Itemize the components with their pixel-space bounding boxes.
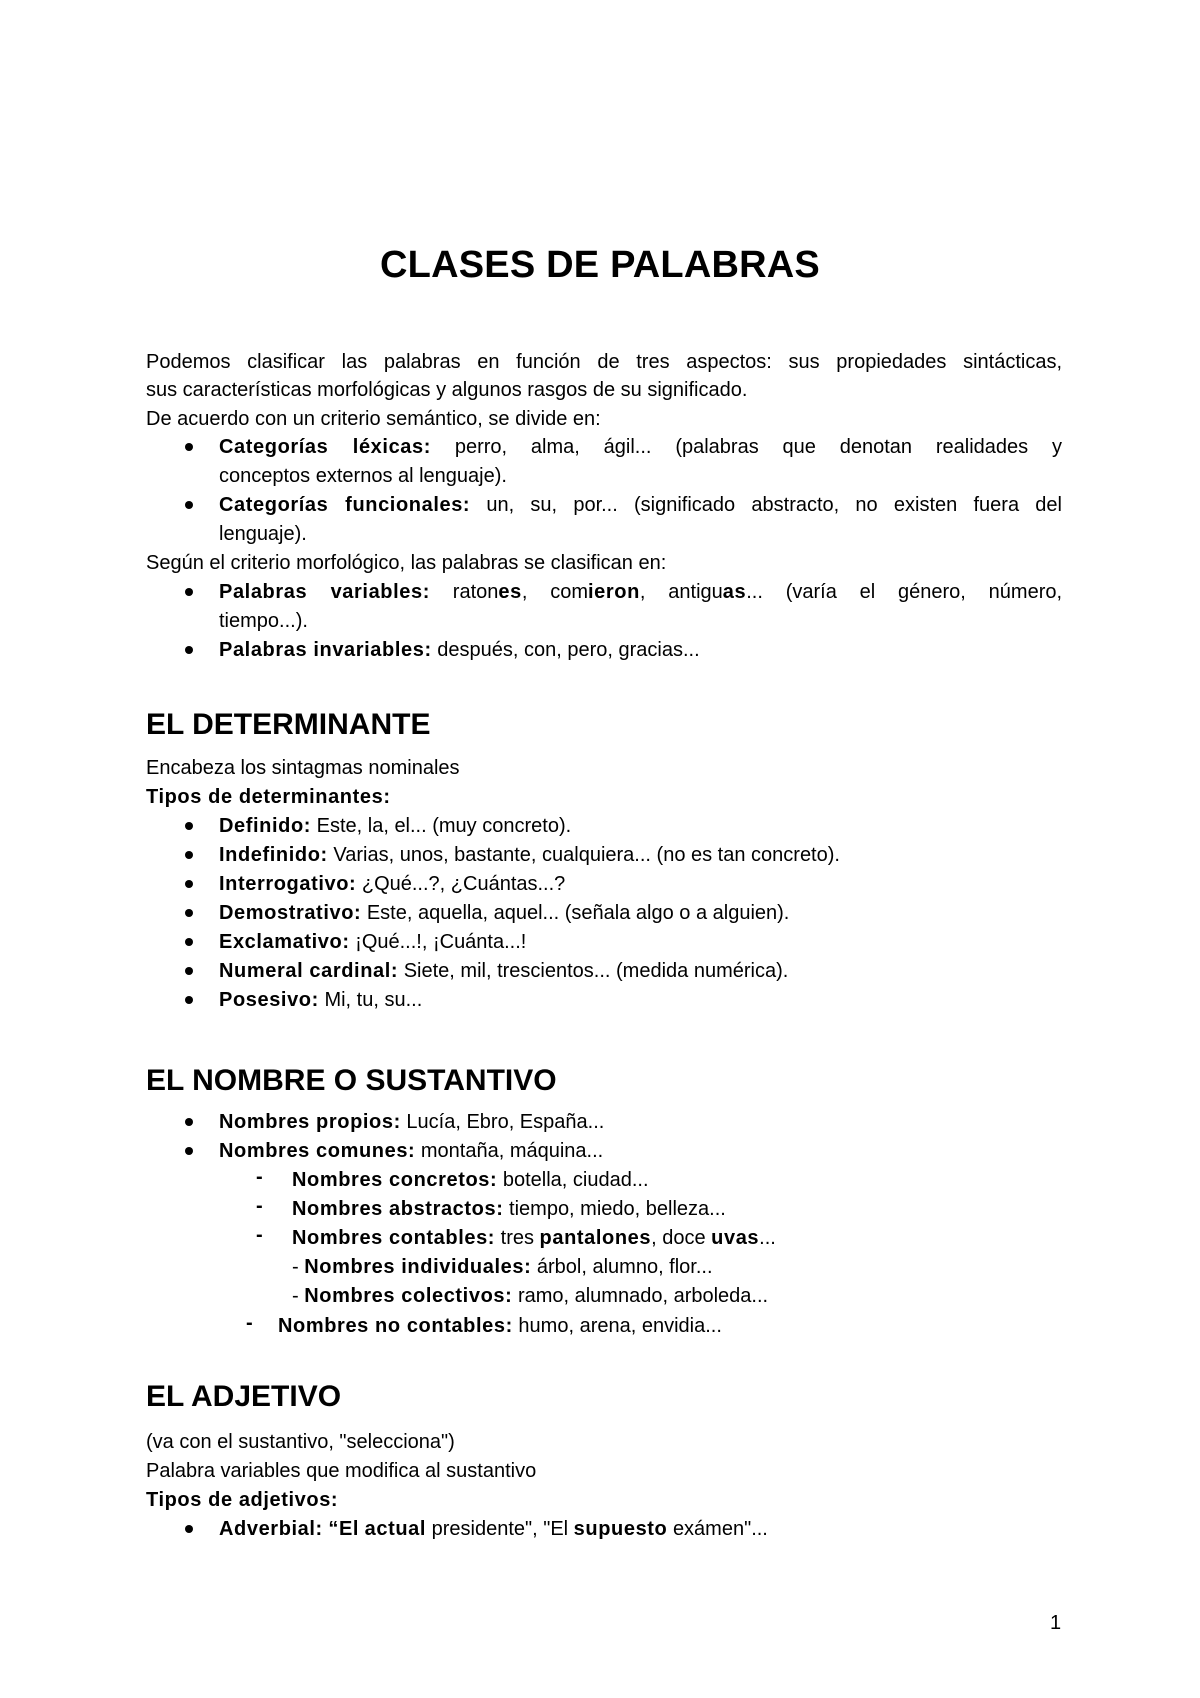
intro-paragraph-line2: sus características morfológicas y algunos rasgos de su significado. [146, 379, 748, 401]
dash-marker: - [256, 1224, 263, 1246]
adjetivo-description: Palabra variables que modifica al sustantivo [146, 1460, 537, 1482]
bullet-icon [185, 967, 193, 975]
determinante-item: Posesivo: Mi, tu, su... [219, 989, 423, 1011]
bullet-icon [185, 851, 193, 859]
section-heading-determinante: EL DETERMINANTE [146, 708, 431, 741]
intro-paragraph-line1: Podemos clasificar las palabras en función de tres aspectos: sus propiedades sintácticas, [146, 351, 1062, 373]
dash-marker: - [246, 1312, 253, 1334]
determinante-item: Interrogativo: ¿Qué...?, ¿Cuántas...? [219, 873, 566, 895]
semantic-criterion-text: De acuerdo con un criterio semántico, se divide en: [146, 408, 601, 430]
bullet-icon [185, 822, 193, 830]
functional-categories-item: Categorías funcionales: un, su, por... (significado abstracto, no existen fuera del [219, 494, 1062, 516]
adjetivo-types-label: Tipos de adjetivos: [146, 1489, 339, 1511]
determinante-item: Exclamativo: ¡Qué...!, ¡Cuánta...! [219, 931, 527, 953]
bullet-icon [185, 588, 193, 596]
section-heading-adjetivo: EL ADJETIVO [146, 1380, 342, 1413]
page-title: CLASES DE PALABRAS [380, 244, 820, 286]
variable-words-item: Palabras variables: ratones, comieron, antiguas... (varía el género, número, [219, 581, 1063, 603]
nombres-comunes-item: Nombres comunes: montaña, máquina... [219, 1140, 604, 1162]
bullet-icon [185, 880, 193, 888]
determinante-types-label: Tipos de determinantes: [146, 786, 391, 808]
determinante-item: Definido: Este, la, el... (muy concreto). [219, 815, 572, 837]
page-number: 1 [1050, 1612, 1062, 1634]
variable-words-cont: tiempo...). [219, 610, 308, 632]
nombres-abstractos-item: Nombres abstractos: tiempo, miedo, belleza... [292, 1198, 726, 1220]
lexical-categories-item: Categorías léxicas: perro, alma, ágil... (palabras que denotan realidades y [219, 436, 1062, 458]
bullet-icon [185, 646, 193, 654]
bullet-icon [185, 1147, 193, 1155]
adjetivo-note: (va con el sustantivo, "selecciona") [146, 1431, 455, 1453]
dash-marker: - [256, 1166, 263, 1188]
determinante-item: Numeral cardinal: Siete, mil, trescientos... (medida numérica). [219, 960, 789, 982]
bullet-icon [185, 1118, 193, 1126]
nombres-no-contables-item: Nombres no contables: humo, arena, envidia... [278, 1315, 722, 1337]
bullet-icon [185, 1525, 193, 1533]
bullet-icon [185, 938, 193, 946]
adjetivo-adverbial-item: Adverbial: “El actual presidente", "El supuesto exámen"... [219, 1518, 768, 1540]
determinante-item: Demostrativo: Este, aquella, aquel... (señala algo o a alguien). [219, 902, 790, 924]
bullet-icon [185, 909, 193, 917]
nombres-concretos-item: Nombres concretos: botella, ciudad... [292, 1169, 649, 1191]
dash-marker: - [256, 1195, 263, 1217]
lexical-categories-cont: conceptos externos al lenguaje). [219, 465, 507, 487]
determinante-description: Encabeza los sintagmas nominales [146, 757, 460, 779]
section-heading-nombre: EL NOMBRE O SUSTANTIVO [146, 1064, 557, 1097]
nombres-colectivos-item: - Nombres colectivos: ramo, alumnado, arboleda... [292, 1285, 769, 1307]
nombres-contables-item: Nombres contables: tres pantalones, doce uvas... [292, 1227, 776, 1249]
determinante-item: Indefinido: Varias, unos, bastante, cualquiera... (no es tan concreto). [219, 844, 840, 866]
bullet-icon [185, 996, 193, 1004]
bullet-icon [185, 501, 193, 509]
bullet-icon [185, 443, 193, 451]
nombres-individuales-item: - Nombres individuales: árbol, alumno, flor... [292, 1256, 713, 1278]
invariable-words-item: Palabras invariables: después, con, pero, gracias... [219, 639, 700, 661]
functional-categories-cont: lenguaje). [219, 523, 307, 545]
morphological-criterion-text: Según el criterio morfológico, las palabras se clasifican en: [146, 552, 667, 574]
nombres-propios-item: Nombres propios: Lucía, Ebro, España... [219, 1111, 605, 1133]
